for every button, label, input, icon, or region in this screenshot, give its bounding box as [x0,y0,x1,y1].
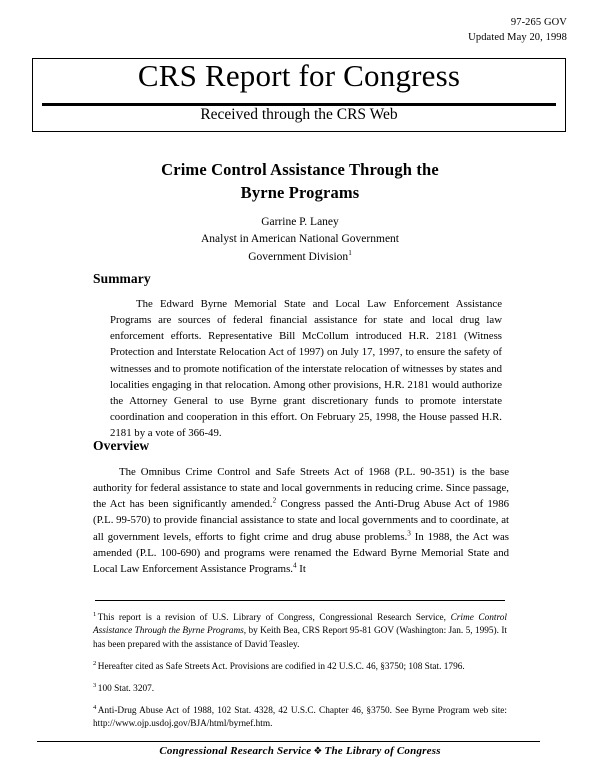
section-heading-overview: Overview [93,438,150,453]
page-title-line-1: Crime Control Assistance Through the [161,160,439,179]
footnote-marker-2[interactable]: 2 [272,496,277,505]
section-body-summary: The Edward Byrne Memorial State and Local Law Enforcement Assistance Programs are sources of federal financial assistance for state and local drug law enforcement efforts. Representative Bill McCollum introduced H.R. 2181 (Witness Protection and Interstate Relocation Act of 1997) on July 17, 1997, to ensure the safety of witnesses and to promote notification of the interstate relocation of witnesses by states and localities engaging in that relocation. Among other provisions, H.R. 2181 would authorize the Attorney General to use Byrne grant discretionary funds to promote interstate coordination and cooperation in this effort. On February 25, 1998, the House passed H.R. 2181 by a vote of 366-49. [110,298,502,440]
report-number: 97-265 GOV [510,17,567,28]
footnote-text-before: 100 Stat. 3207. [97,683,155,694]
diamond-icon: ❖ [313,746,323,757]
footnote-number: 1 [93,610,97,618]
footnote-text-after: by Keith Bea, CRS Report 95-81 GOV (Washington: Jan. 5, 1995). It has been prepared with the assistance of David Teasley. [93,626,507,650]
footnote-item [93,683,507,696]
footnote-number: 4 [93,703,97,711]
byline [90,214,510,266]
footnote-marker-3[interactable]: 3 [407,528,411,537]
footnote-separator-rule [95,600,505,601]
footnotes-list [93,612,507,740]
byline-position: Analyst in American National Government [200,233,399,246]
footnote-text-before: Hereafter cited as Safe Streets Act. Provisions are codified in 42 U.S.C. 46, §3750; 108 Stat. 1796. [97,661,465,672]
footer-agency-name: Congressional Research Service [159,745,312,757]
overview-text-4: It [296,562,306,575]
footnote-item [93,705,507,732]
crs-banner-box [32,58,566,132]
footnote-text-before: Anti-Drug Abuse Act of 1988, 102 Stat. 4328, 42 U.S.C. Chapter 46, §3750. See Byrne Program web site: http://www.ojp.usdoj.gov/BJA/html/byrnef.htm. [93,705,507,730]
report-metadata [468,16,567,46]
footnote-marker-4[interactable]: 4 [292,561,297,570]
footnote-italic-title: Crime Control Assistance Through the Byrne Programs, [93,613,507,637]
byline-division-label: Government Division [248,250,349,263]
crs-banner-subtitle: Received through the CRS Web [200,106,398,123]
footnote-item [93,612,507,652]
footnote-number: 3 [93,681,97,689]
footer-library-name: The Library of Congress [324,745,441,757]
page-title [90,158,510,205]
section-body-overview [93,464,509,577]
section-heading-summary: Summary [93,271,151,286]
footnote-number: 2 [93,659,97,667]
report-updated-date: Updated May 20, 1998 [468,31,567,43]
footnote-item [93,661,507,674]
overview-text-2: Congress passed the Anti-Drug Abuse Act of 1986 (P.L. 99-570) to provide financial assistance to state and local governments and to coordinate, at all government levels, efforts to fight crime and drug abuse problems. [93,498,509,543]
crs-banner-title: CRS Report for Congress [137,58,461,93]
byline-footnote-marker: 1 [348,249,352,258]
byline-author: Garrine P. Laney [261,216,339,228]
page-footer [0,745,600,757]
footnote-text-before: This report is a revision of U.S. Library of Congress, Congressional Research Service, [97,613,451,623]
page-title-line-2: Byrne Programs [240,183,360,203]
overview-text-1: The Omnibus Crime Control and Safe Streets Act of 1968 (P.L. 90-351) is the base authority for federal assistance to state and local governments in reducing crime. Since passage, the Act has been significantly amended. [93,466,509,511]
overview-text-3: In 1988, the Act was amended (P.L. 100-690) and programs were renamed the Edward Byrne Memorial State and Local Law Enforcement Assistance Programs. [93,530,509,575]
byline-division [90,249,510,266]
footer-separator-rule [37,741,540,742]
